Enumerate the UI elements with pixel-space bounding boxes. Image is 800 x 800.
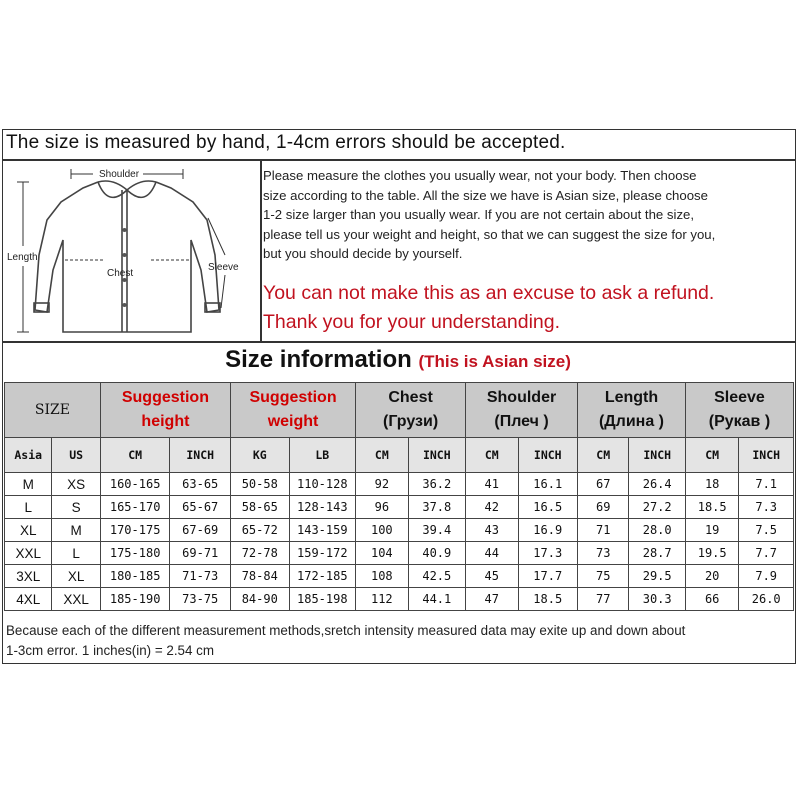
height-header [100,383,230,438]
table-cell: 159-172 [289,542,356,565]
table-cell: 27.2 [629,496,685,519]
header-line: Length [604,389,659,406]
table-cell: 17.7 [518,565,578,588]
subheader-cell: CM [466,438,518,473]
table-cell: 165-170 [100,496,170,519]
table-cell: XS [52,473,100,496]
table-cell: 96 [356,496,408,519]
table-cell: 110-128 [289,473,356,496]
table-cell: 108 [356,565,408,588]
table-cell: XL [52,565,100,588]
table-cell: 50-58 [231,473,290,496]
table-cell: XXL [52,588,100,611]
header-line: (Длина ) [598,413,664,430]
instruction-line: size according to the table. All the size we have is Asian size, please choose [263,187,708,203]
table-cell: 75 [578,565,629,588]
table-cell: 73-75 [170,588,231,611]
table-cell: 7.7 [739,542,794,565]
refund-warning [263,279,714,337]
table-cell: 71 [578,519,629,542]
table-cell: 160-165 [100,473,170,496]
table-cell: 19 [685,519,738,542]
table-cell: XL [5,519,52,542]
table-cell: 172-185 [289,565,356,588]
table-cell: 47 [466,588,518,611]
table-cell: 16.5 [518,496,578,519]
table-row [5,565,794,588]
size-info-subtitle: (This is Asian size) [418,352,571,371]
subheader-cell: CM [356,438,408,473]
table-cell: 40.9 [408,542,466,565]
table-cell: 29.5 [629,565,685,588]
header-line: (Плеч ) [494,413,549,430]
header-line: Chest [388,389,433,406]
table-cell: 69 [578,496,629,519]
weight-header [231,383,356,438]
table-cell: 78-84 [231,565,290,588]
size-info-title: Size information [225,346,412,373]
table-cell: 63-65 [170,473,231,496]
size-header: SIZE [5,383,101,438]
table-row [5,588,794,611]
subheader-cell: KG [231,438,290,473]
size-table [4,382,794,611]
table-cell: 3XL [5,565,52,588]
table-cell: 185-190 [100,588,170,611]
table-cell: S [52,496,100,519]
header-line: (Грузи) [382,413,439,430]
shoulder-label: Shoulder [99,169,140,180]
table-cell: 39.4 [408,519,466,542]
table-cell: 44 [466,542,518,565]
table-subheader-row [5,438,794,473]
table-cell: 104 [356,542,408,565]
divider [260,159,262,341]
table-cell: 45 [466,565,518,588]
table-cell: 112 [356,588,408,611]
table-cell: 67 [578,473,629,496]
header-line: Shoulder [486,389,557,406]
table-cell: 67-69 [170,519,231,542]
header-line: Suggestion [249,389,337,406]
table-cell: 36.2 [408,473,466,496]
measurement-note: The size is measured by hand, 1-4cm errors should be accepted. [6,132,566,153]
table-row [5,542,794,565]
table-cell: 143-159 [289,519,356,542]
footer-line: Because each of the different measurement methods,sretch intensity measured data may exite up and down about [6,623,686,638]
table-cell: 18 [685,473,738,496]
length-label: Length [7,252,38,263]
table-cell: 128-143 [289,496,356,519]
table-row [5,496,794,519]
table-cell: L [52,542,100,565]
table-cell: 44.1 [408,588,466,611]
table-row [5,519,794,542]
refund-line: You can not make this as an excuse to ask a refund. [263,282,715,304]
table-cell: 175-180 [100,542,170,565]
instruction-line: 1-2 size larger than you usually wear. If you are not certain about the size, [263,207,695,223]
sleeve-label: Sleeve [208,262,239,273]
table-cell: 180-185 [100,565,170,588]
table-cell: 71-73 [170,565,231,588]
table-cell: 65-72 [231,519,290,542]
header-line: weight [267,413,319,430]
header-line: height [141,413,190,430]
table-cell: M [5,473,52,496]
instruction-line: but you should decide by yourself. [263,246,463,262]
table-cell: 26.0 [739,588,794,611]
header-line: (Рукав ) [708,413,771,430]
table-cell: 7.3 [739,496,794,519]
table-cell: 18.5 [685,496,738,519]
instruction-line: Please measure the clothes you usually wear, not your body. Then choose [263,168,697,183]
table-cell: 72-78 [231,542,290,565]
table-cell: 43 [466,519,518,542]
table-cell: 100 [356,519,408,542]
header-line: Sleeve [714,389,765,406]
subheader-cell: CM [578,438,629,473]
table-cell: 20 [685,565,738,588]
divider [2,341,796,343]
table-cell: 17.3 [518,542,578,565]
table-cell: 28.0 [629,519,685,542]
table-cell: 42 [466,496,518,519]
table-cell: 30.3 [629,588,685,611]
chest-header [356,383,466,438]
table-cell: 77 [578,588,629,611]
table-cell: 185-198 [289,588,356,611]
refund-line: Thank you for your understanding. [263,311,561,333]
table-group-header-row [5,383,794,438]
subheader-cell: CM [100,438,170,473]
subheader-cell: INCH [629,438,685,473]
footer-line: 1-3cm error. 1 inches(in) = 2.54 cm [6,643,215,658]
chest-label: Chest [107,268,134,279]
table-cell: 41 [466,473,518,496]
table-cell: 19.5 [685,542,738,565]
shoulder-header [466,383,578,438]
table-cell: 28.7 [629,542,685,565]
size-info-heading [0,346,796,374]
table-cell: 37.8 [408,496,466,519]
subheader-cell: INCH [170,438,231,473]
subheader-cell: INCH [518,438,578,473]
table-row [5,473,794,496]
subheader-cell: CM [685,438,738,473]
subheader-cell: Asia [5,438,52,473]
subheader-cell: LB [289,438,356,473]
table-cell: 16.1 [518,473,578,496]
table-cell: 42.5 [408,565,466,588]
subheader-cell: US [52,438,100,473]
table-cell: 26.4 [629,473,685,496]
length-header [578,383,686,438]
table-cell: 7.5 [739,519,794,542]
table-cell: 7.1 [739,473,794,496]
table-cell: 92 [356,473,408,496]
table-cell: 4XL [5,588,52,611]
table-cell: 58-65 [231,496,290,519]
table-cell: L [5,496,52,519]
table-cell: 84-90 [231,588,290,611]
table-cell: 69-71 [170,542,231,565]
header-line: Suggestion [121,389,209,406]
table-cell: XXL [5,542,52,565]
sleeve-header [685,383,793,438]
table-cell: 66 [685,588,738,611]
shirt-diagram [3,160,259,340]
table-cell: 18.5 [518,588,578,611]
footer-note [6,621,794,661]
table-cell: 7.9 [739,565,794,588]
table-cell: 170-175 [100,519,170,542]
instruction-line: please tell us your weight and height, so that we can suggest the size for you, [263,226,716,242]
table-cell: 65-67 [170,496,231,519]
measurement-instructions [263,166,793,264]
table-cell: 73 [578,542,629,565]
subheader-cell: INCH [408,438,466,473]
subheader-cell: INCH [739,438,794,473]
table-cell: M [52,519,100,542]
table-cell: 16.9 [518,519,578,542]
